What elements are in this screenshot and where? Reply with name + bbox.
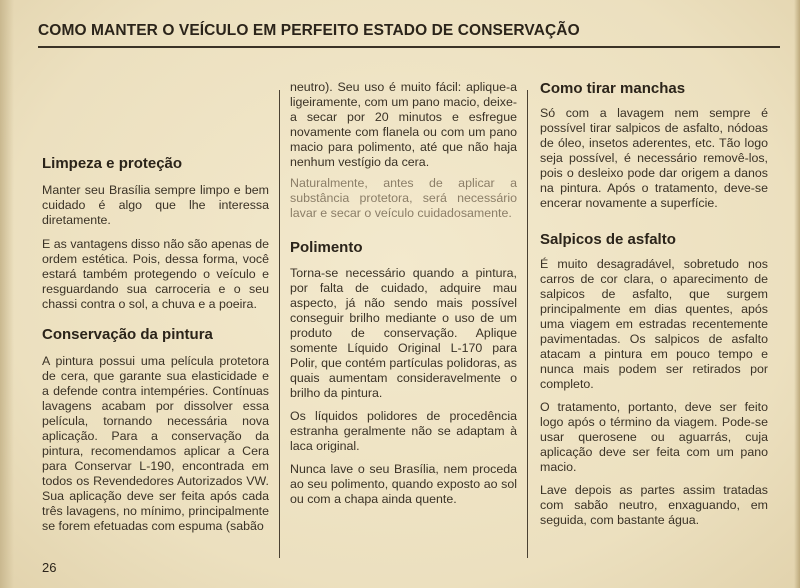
heading-limpeza-protecao: Limpeza e proteção: [42, 155, 183, 172]
heading-como-tirar-manchas: Como tirar manchas: [540, 80, 686, 97]
heading-salpicos-asfalto: Salpicos de asfalto: [540, 231, 676, 248]
paragraph: E as vantagens disso não são apenas de ordem estética. Pois, dessa forma, você estará também protegendo o veículo e resguardando sua carroceria e o seu chassi contra o sol, a chuva e a poeira.: [42, 237, 269, 311]
paragraph: Nunca lave o seu Brasília, nem proceda ao seu polimento, quando exposto ao sol ou com a chapa ainda quente.: [290, 462, 517, 506]
heading-polimento: Polimento: [290, 239, 363, 256]
page-right-edge: [794, 0, 800, 588]
page-header-title: COMO MANTER O VEÍCULO EM PERFEITO ESTADO DE CONSERVAÇÃO: [38, 22, 580, 39]
page-left-shadow: [0, 0, 14, 588]
page-number: 26: [42, 560, 57, 575]
paragraph: É muito desagradável, sobretudo nos carros de cor clara, o aparecimento de salpicos de asfalto, que surgem principalmente em dias quentes, após uma viagem em estradas recentemente pavimentadas. Os salpicos de asfalto atacam a pintura em pouco tempo e nunca mais podem ser retirados por completo.: [540, 257, 768, 391]
column-1: [42, 155, 269, 534]
paragraph: O tratamento, portanto, deve ser feito logo após o término da viagem. Pode-se usar querosene ou aguarrás, cuja aplicação deve ser feita com um pano macio.: [540, 400, 768, 474]
heading-conservacao-pintura: Conservação da pintura: [42, 326, 213, 343]
paragraph: Manter seu Brasília sempre limpo e bem cuidado é algo que lhe interessa diretamente.: [42, 183, 269, 227]
column-divider-1: [279, 90, 280, 558]
paragraph: A pintura possui uma película protetora de cera, que garante sua elasticidade e a defende contra intempéries. Contínuas lavagens acabam por dissolver essa película, tornando necessária nova aplicação. Para a conservação da pintura, recomendamos aplicar a Cera para Conservar L-190, encontrada em todos os Revendedores Autorizados VW. Sua aplicação deve ser feita após cada três lavagens, no mínimo, principalmente se forem efetuadas com espuma (sabão: [42, 354, 269, 533]
paragraph: neutro). Seu uso é muito fácil: aplique-a ligeiramente, com um pano macio, deixe-a secar por 20 minutos e esfregue novamente com flanela ou com um pano macio para polimento, até que não haja nenhum vestígio da cera.: [290, 80, 517, 169]
paragraph: Só com a lavagem nem sempre é possível tirar salpicos de asfalto, nódoas de óleo, insetos aderentes, etc. Tão logo seja possível, é necessário removê-los, pois o desleixo pode dar origem a danos na pintura. Após o tratamento, deve-se encerar novamente a superfície.: [540, 106, 768, 210]
column-2: [290, 80, 517, 507]
paragraph: Os líquidos polidores de procedência estranha geralmente não se adaptam à laca original.: [290, 409, 517, 453]
header-rule: [38, 46, 780, 48]
column-3: [540, 80, 768, 528]
paragraph: Torna-se necessário quando a pintura, por falta de cuidado, adquire mau aspecto, já não sendo mais possível conseguir brilho mediante o uso de um produto de conservação. Aplique somente Líquido Original L-170 para Polir, que contém partículas polidoras, as quais aumentam consideravelmente o brilho da pintura.: [290, 266, 517, 400]
paragraph: Lave depois as partes assim tratadas com sabão neutro, enxaguando, em seguida, com bastante água.: [540, 483, 768, 527]
paragraph: Naturalmente, antes de aplicar a substância protetora, será necessário lavar e secar o veículo cuidadosamente.: [290, 176, 517, 220]
column-divider-2: [527, 90, 528, 558]
